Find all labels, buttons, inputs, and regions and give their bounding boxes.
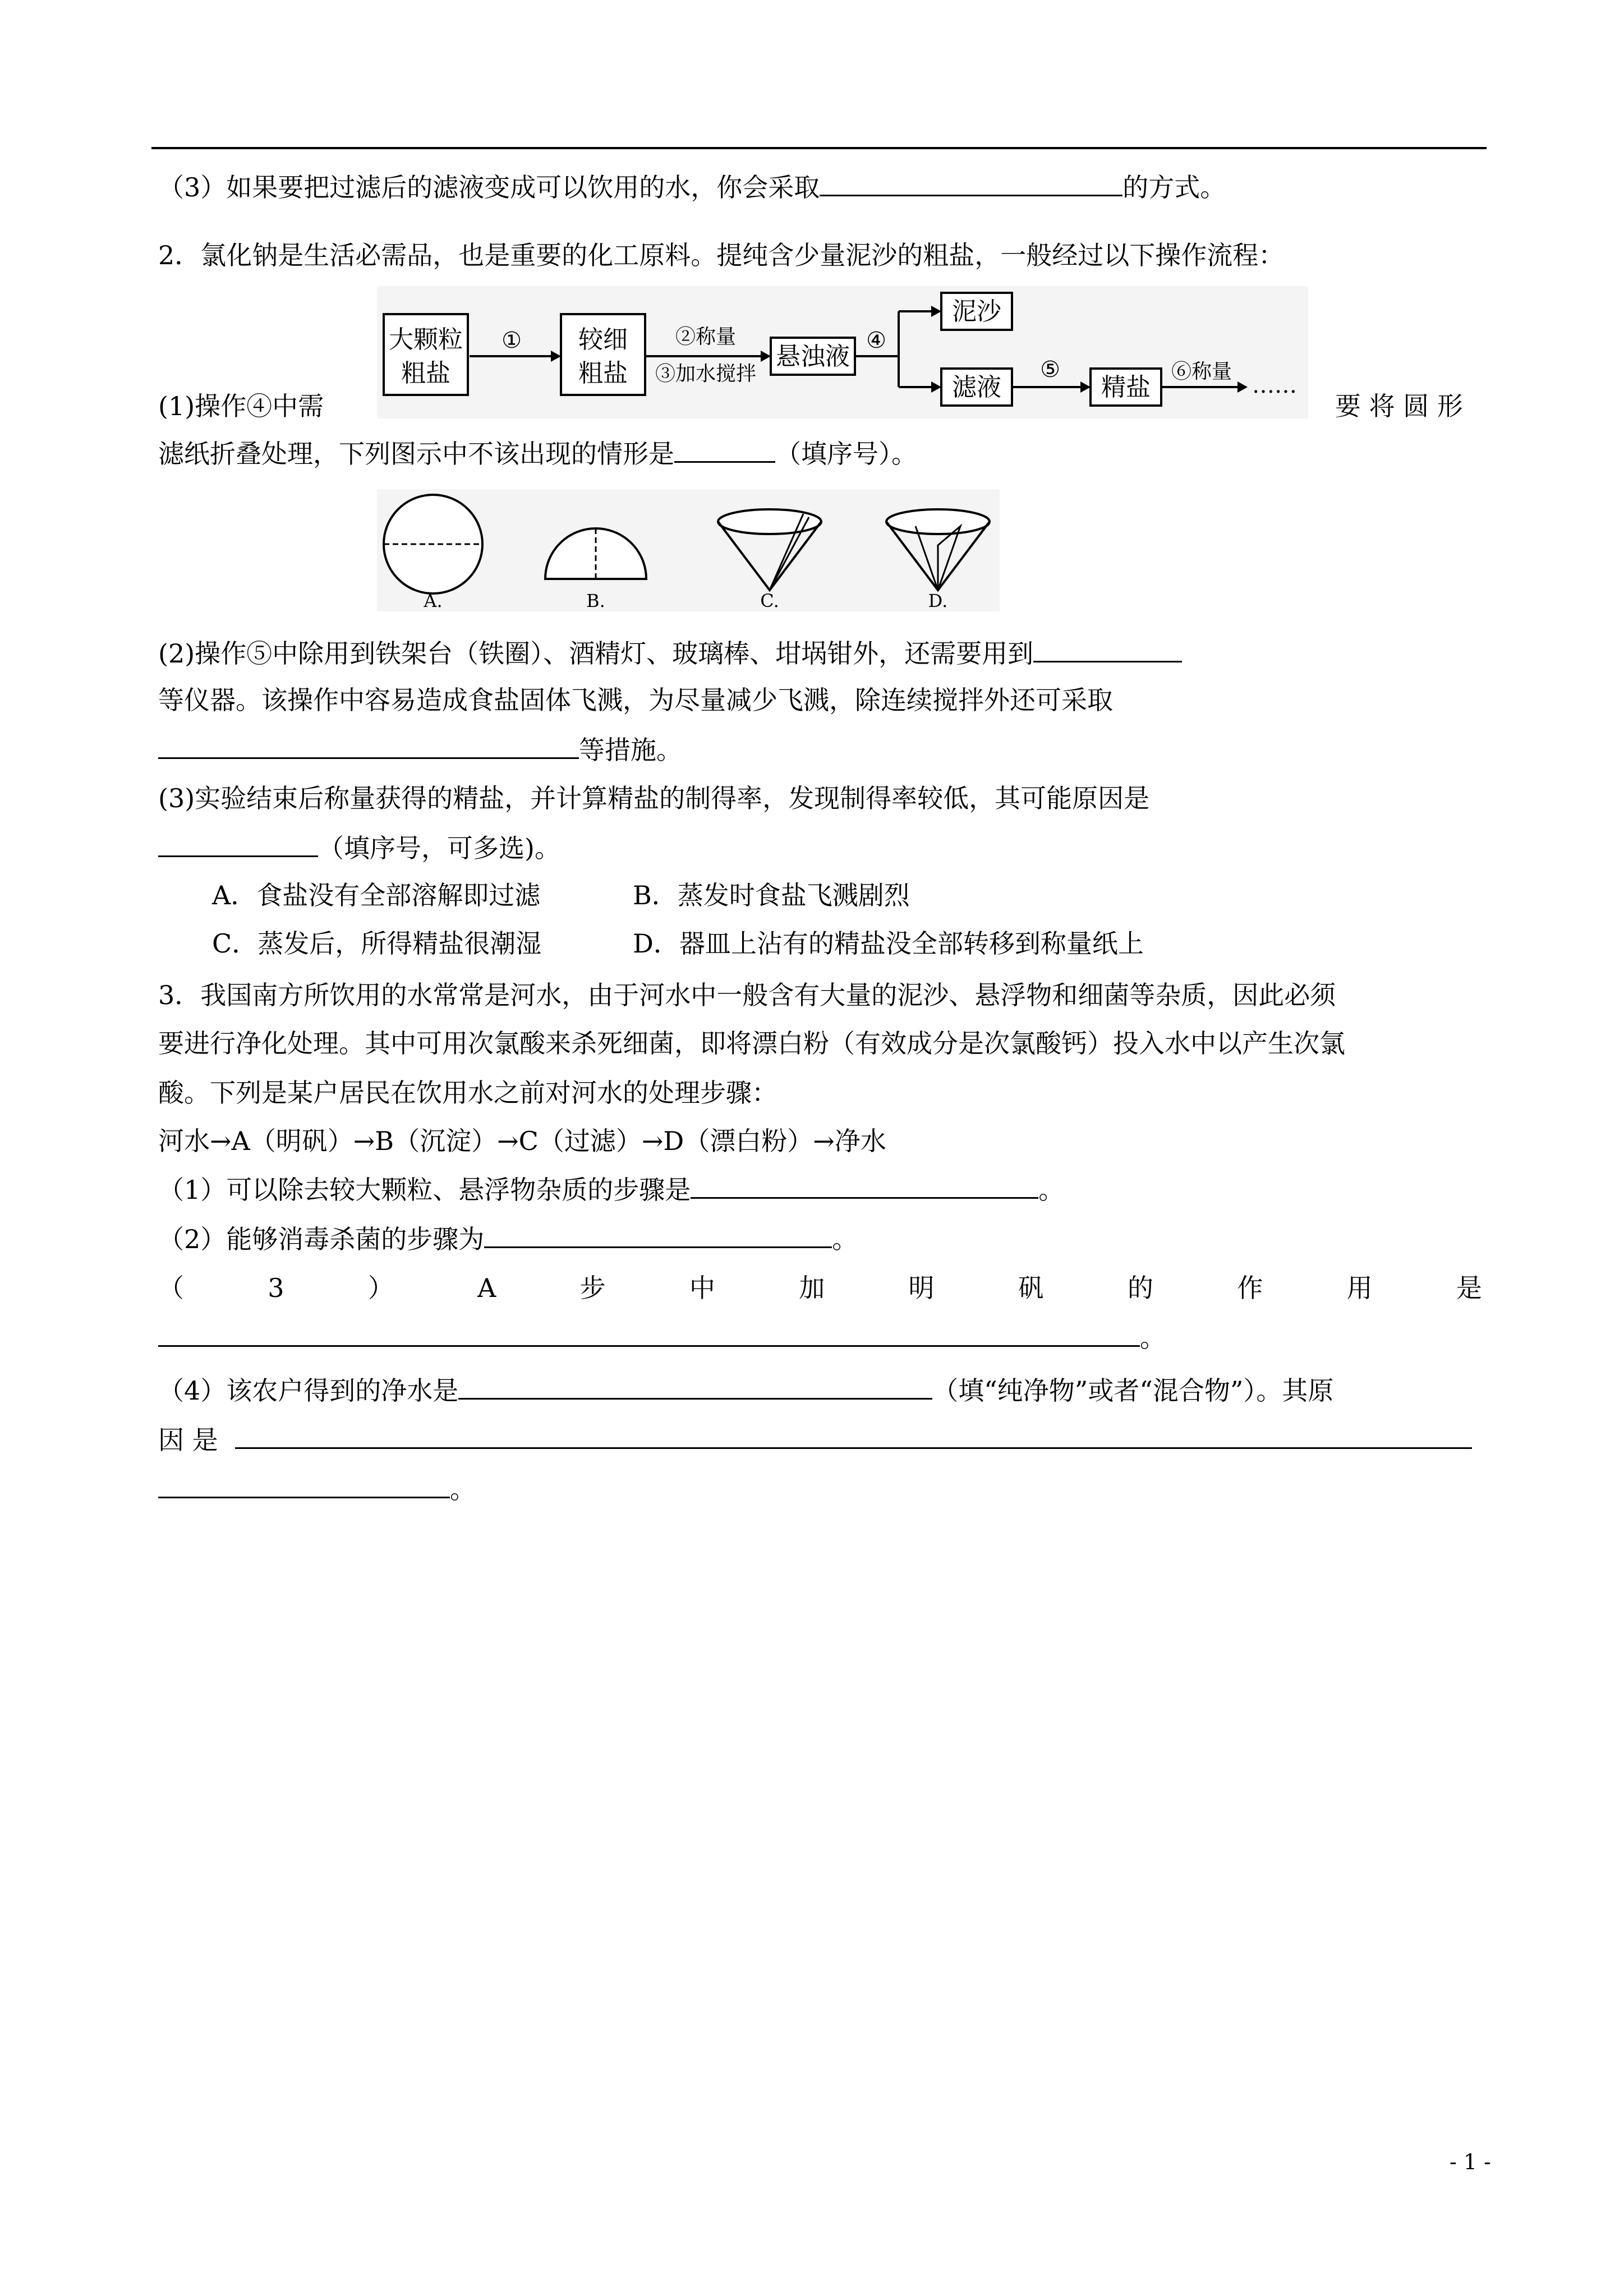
flow-step-6: ⑥称量 <box>1171 360 1232 383</box>
flow-box5: 滤液 <box>952 373 1001 402</box>
figure-b-label: B. <box>586 590 605 611</box>
q1-part3 <box>158 170 1226 204</box>
answer-blank[interactable] <box>484 1222 832 1248</box>
q3-part4-line1 <box>158 1373 1333 1407</box>
flow-box1-line1: 大颗粒 <box>389 325 463 354</box>
q3-part2 <box>158 1222 858 1256</box>
q2-part2-line3 <box>158 733 682 767</box>
filter-paper-figures <box>377 489 1000 611</box>
q3-part1-period: 。 <box>1038 1175 1065 1205</box>
q3-part3-token: 加 <box>799 1273 825 1303</box>
q3-part3-token: 步 <box>579 1273 606 1303</box>
q3-part4-line2 <box>158 1423 1472 1457</box>
flow-step-4: ④ <box>866 328 886 353</box>
q3-intro-1: 3．我国南方所饮用的水常常是河水，由于河水中一般含有大量的泥沙、悬浮物和细菌等杂质，因此必须 <box>158 980 1336 1010</box>
q3-part4-line3 <box>158 1472 476 1506</box>
q3-part3-token: A <box>477 1273 496 1303</box>
figure-c-label: C. <box>760 590 779 611</box>
q1-part3-text: （3）如果要把过滤后的滤液变成可以饮用的水，你会采取 <box>158 172 820 203</box>
q3-part2-text: （2）能够消毒杀菌的步骤为 <box>158 1224 485 1254</box>
q3-part3-token: 矾 <box>1018 1273 1044 1303</box>
q2-part1-post: 要 将 圆 形 <box>1335 391 1463 421</box>
figure-a-label: A. <box>424 590 443 611</box>
q2-part2-line2: 等仪器。该操作中容易造成食盐固体飞溅，为尽量减少飞溅，除连续搅拌外还可采取 <box>158 685 1113 715</box>
q1-part3-suffix: 的方式。 <box>1122 172 1226 203</box>
answer-blank[interactable] <box>820 170 1122 196</box>
q3-part3-line1 <box>158 1271 1482 1305</box>
q3-part3-token: 中 <box>689 1273 715 1303</box>
option-d: D．器皿上沾有的精盐没全部转移到称量纸上 <box>633 928 1144 959</box>
purification-flow-diagram <box>377 286 1308 418</box>
q3-part3-token: 3 <box>268 1273 284 1303</box>
q3-part3-token: 是 <box>1456 1273 1482 1303</box>
q2-part1-line2-suffix: （填序号）。 <box>775 439 917 469</box>
flow-step-3: ③加水搅拌 <box>655 362 757 385</box>
figure-d-label: D. <box>928 590 948 611</box>
answer-blank[interactable] <box>458 1373 932 1400</box>
flow-box1-line2: 粗盐 <box>401 359 450 388</box>
answer-blank[interactable] <box>674 436 775 463</box>
q3-part3-line2 <box>158 1320 1166 1355</box>
q3-part1 <box>158 1172 1064 1207</box>
answer-blank[interactable] <box>235 1423 1472 1449</box>
q3-part3-token: 的 <box>1128 1273 1154 1303</box>
q2-part2-line1-text: (2)操作⑤中除用到铁架台（铁圈）、酒精灯、玻璃棒、坩埚钳外，还需要用到 <box>158 638 1034 669</box>
q3-part4-suffix: （填“纯净物”或者“混合物”）。其原 <box>932 1375 1334 1406</box>
q2-part1-line2 <box>158 436 917 471</box>
page-number: - 1 - <box>1450 2150 1492 2174</box>
q3-part3-token: 用 <box>1346 1273 1373 1303</box>
q3-intro-3: 酸。下列是某户居民在饮用水之前对河水的处理步骤： <box>158 1078 778 1108</box>
answer-blank[interactable] <box>1033 636 1182 662</box>
q3-part3-period: 。 <box>1140 1323 1166 1353</box>
q2-part2-line1 <box>158 636 1182 670</box>
header-rule <box>151 147 1487 149</box>
flow-box3: 悬浊液 <box>776 342 850 371</box>
option-c: C．蒸发后，所得精盐很潮湿 <box>212 928 542 959</box>
flow-step-1: ① <box>502 328 522 353</box>
option-b: B．蒸发时食盐飞溅剧烈 <box>633 880 910 910</box>
flow-dots: …… <box>1252 372 1297 398</box>
flow-box6: 精盐 <box>1101 373 1151 402</box>
q2-part3-line2 <box>158 831 560 865</box>
q2-part3-line1: (3)实验结束后称量获得的精盐，并计算精盐的制得率，发现制得率较低，其可能原因是 <box>158 783 1150 813</box>
answer-blank[interactable] <box>158 831 318 857</box>
flow-box2-line2: 粗盐 <box>578 359 628 388</box>
answer-blank[interactable] <box>158 733 579 759</box>
q3-part3-token: （ <box>158 1273 184 1303</box>
flow-box4: 泥沙 <box>952 297 1001 326</box>
flow-box2-line1: 较细 <box>578 325 628 354</box>
q3-part1-text: （1）可以除去较大颗粒、悬浮物杂质的步骤是 <box>158 1175 691 1205</box>
q3-part4-period: 。 <box>450 1474 476 1504</box>
q3-part3-token: 明 <box>908 1273 935 1303</box>
q3-part2-period: 。 <box>832 1224 858 1254</box>
q3-intro-2: 要进行净化处理。其中可用次氯酸来杀死细菌，即将漂白粉（有效成分是次氯酸钙）投入水中以产生次氯 <box>158 1028 1345 1059</box>
q3-part3-token: 作 <box>1237 1273 1263 1303</box>
answer-blank[interactable] <box>158 1472 450 1498</box>
option-a: A．食盐没有全部溶解即过滤 <box>212 880 541 910</box>
q2-part3-line2-suffix: （填序号，可多选)。 <box>318 833 560 863</box>
answer-blank[interactable] <box>691 1172 1038 1199</box>
flow-step-2: ②称量 <box>675 325 737 348</box>
answer-blank[interactable] <box>158 1320 1140 1347</box>
q3-part4-line2-text: 因 是 <box>158 1425 218 1455</box>
q2-part1-pre: (1)操作④中需 <box>158 391 324 421</box>
q3-part3-token: ） <box>367 1273 394 1303</box>
q2-part1-line2-text: 滤纸折叠处理，下列图示中不该出现的情形是 <box>158 439 674 469</box>
q3-steps: 河水→A（明矾）→B（沉淀）→C（过滤）→D（漂白粉）→净水 <box>158 1126 886 1156</box>
flow-step-5: ⑤ <box>1040 357 1060 383</box>
q2-part2-line3-suffix: 等措施。 <box>579 735 682 765</box>
q3-part4-text: （4）该农户得到的净水是 <box>158 1375 459 1406</box>
q2-intro: 2．氯化钠是生活必需品，也是重要的化工原料。提纯含少量泥沙的粗盐，一般经过以下操作流程： <box>158 240 1285 270</box>
